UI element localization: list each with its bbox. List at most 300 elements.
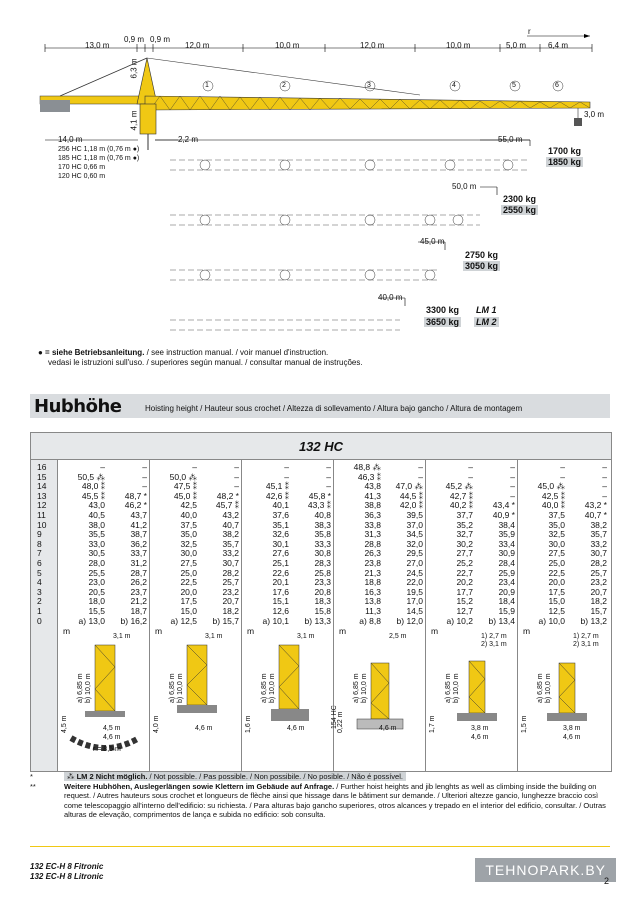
row-label: 12 bbox=[37, 500, 47, 511]
dim-10m-a: 10,0 m bbox=[275, 41, 300, 50]
table-cell: – bbox=[234, 471, 239, 482]
unit-label: m bbox=[247, 626, 255, 636]
table-cell: 16,3 bbox=[364, 586, 381, 597]
table-cell: 42,6 ⁑ bbox=[265, 490, 289, 501]
table-cell: 28,4 bbox=[498, 557, 515, 568]
table-cell: 15,2 bbox=[456, 596, 473, 607]
reach-40: 40,0 m bbox=[378, 293, 403, 302]
table-cell: 38,8 bbox=[364, 500, 381, 511]
counterweight-256: 256 HC 1,18 m (0,76 m ●) bbox=[58, 146, 140, 153]
table-cell: – bbox=[560, 462, 565, 472]
table-cell: – bbox=[100, 462, 105, 472]
table-cell: 22,0 bbox=[406, 577, 423, 588]
base-height-b: b) 10,0 m bbox=[85, 673, 92, 703]
table-cell: 30,7 bbox=[222, 557, 239, 568]
table-cell: 20,1 bbox=[272, 577, 289, 588]
table-cell: 27,7 bbox=[456, 548, 473, 559]
radius-label: r bbox=[528, 27, 531, 36]
base-side-dim: 4,5 m bbox=[61, 715, 68, 733]
jib-section-6: 6 bbox=[555, 82, 559, 89]
table-cell: 43,0 bbox=[88, 500, 105, 511]
table-cell: 29,5 bbox=[406, 548, 423, 559]
table-cell: – bbox=[142, 462, 147, 472]
jib-section-1: 1 bbox=[205, 82, 209, 89]
footer-brand-2: 132 EC-H 8 Litronic bbox=[30, 872, 104, 881]
table-cell: 35,0 bbox=[548, 519, 565, 530]
base-side-dim: 4,0 m bbox=[153, 715, 160, 733]
table-cell: 38,2 bbox=[222, 529, 239, 540]
base-width: 2,5 m bbox=[389, 633, 407, 640]
table-cell: b) 13,4 bbox=[488, 615, 515, 626]
row-label: 11 bbox=[37, 509, 46, 520]
dim-12m-b: 12,0 m bbox=[360, 41, 385, 50]
table-cell: 15,7 bbox=[590, 605, 607, 616]
table-cell: 28,7 bbox=[130, 567, 147, 578]
load-45-lm2: 3050 kg bbox=[465, 261, 499, 271]
table-cell: – bbox=[418, 471, 423, 482]
table-cell: 45,0 ⁂ bbox=[537, 481, 565, 492]
base-width-2: 2) 3,1 m bbox=[573, 641, 599, 648]
table-cell: 22,5 bbox=[180, 577, 197, 588]
row-label: 10 bbox=[37, 519, 47, 530]
base-width: 3,1 m bbox=[113, 633, 131, 640]
table-cell: 20,8 bbox=[314, 586, 331, 597]
table-cell: 47,0 ⁂ bbox=[395, 481, 423, 492]
table-cell: b) 13,2 bbox=[580, 615, 607, 626]
table-cell: 32,6 bbox=[272, 529, 289, 540]
footnote-star: * bbox=[30, 772, 33, 781]
dim-09m-a: 0,9 m bbox=[124, 35, 145, 44]
table-cell: 18,2 bbox=[590, 596, 607, 607]
table-cell: 33,4 bbox=[498, 538, 515, 549]
table-cell: 15,9 bbox=[498, 605, 515, 616]
table-cell: 20,7 bbox=[590, 586, 607, 597]
base-height-b: b) 10,0 m bbox=[361, 673, 368, 703]
table-cell: 45,5 ⁑ bbox=[81, 490, 105, 501]
table-cell: 45,2 ⁂ bbox=[445, 481, 473, 492]
table-cell: 25,8 bbox=[314, 567, 331, 578]
table-cell: 46,2 * bbox=[124, 500, 147, 511]
table-cell: 35,0 bbox=[180, 529, 197, 540]
table-cell: 35,2 bbox=[456, 519, 473, 530]
manual-note-line2: vedasi le istruzioni sull'uso. / superiores según manual. / consultar manual de instruções. bbox=[48, 358, 363, 367]
unit-label: m bbox=[339, 626, 347, 636]
base-side-dim: 1,7 m bbox=[429, 715, 436, 733]
table-cell: 18,7 bbox=[130, 605, 147, 616]
table-cell: 30,0 bbox=[180, 548, 197, 559]
table-cell: 40,7 bbox=[222, 519, 239, 530]
table-cell: 12,5 bbox=[548, 605, 565, 616]
table-cell: 17,7 bbox=[456, 586, 473, 597]
section-subtitle: Hoisting height / Hauteur sous crochet / Altezza di sollevamento / Altura bajo gancho / Altura de montagem bbox=[145, 404, 523, 413]
table-cell: 38,0 bbox=[88, 519, 105, 530]
table-cell: 43,7 bbox=[130, 509, 147, 520]
table-cell: 45,8 * bbox=[308, 490, 331, 501]
base-drawings bbox=[57, 633, 611, 769]
unit-label: m bbox=[155, 626, 163, 636]
table-cell: 18,3 bbox=[314, 596, 331, 607]
table-cell: 25,7 bbox=[590, 567, 607, 578]
base-width: 1) 2,7 m bbox=[573, 633, 599, 640]
base-height-a: a) 6,85 m bbox=[169, 673, 176, 703]
unit-label: m bbox=[63, 626, 71, 636]
table-cell: 35,7 bbox=[590, 529, 607, 540]
dim-3m: 3,0 m bbox=[584, 110, 605, 119]
footnote-dstar: ** bbox=[30, 781, 36, 791]
row-label: 1 bbox=[37, 605, 42, 616]
load-40-lm1: 3300 kg bbox=[426, 305, 460, 315]
table-cell: 43,8 bbox=[364, 481, 381, 492]
table-cell: 46,3 ⁑ bbox=[357, 471, 381, 482]
table-cell: – bbox=[560, 471, 565, 482]
table-cell: 40,0 ⁑ bbox=[541, 500, 565, 511]
table-cell: 35,1 bbox=[272, 519, 289, 530]
table-cell: 23,8 bbox=[364, 557, 381, 568]
table-cell: 48,7 * bbox=[124, 490, 147, 501]
footnotes bbox=[30, 772, 610, 820]
table-cell: 25,1 bbox=[272, 557, 289, 568]
footer-rule bbox=[30, 846, 610, 847]
jib-section-5: 5 bbox=[512, 82, 516, 89]
table-cell: 23,7 bbox=[130, 586, 147, 597]
row-label: 8 bbox=[37, 538, 42, 549]
base-width: 3,1 m bbox=[297, 633, 315, 640]
table-cell: – bbox=[326, 471, 331, 482]
base-height-b: b) 10,0 m bbox=[453, 673, 460, 703]
table-cell: 18,4 bbox=[498, 596, 515, 607]
table-cell: 48,0 ⁑ bbox=[81, 481, 105, 492]
table-cell: – bbox=[510, 462, 515, 472]
table-cell: 11,3 bbox=[365, 605, 381, 616]
table-cell: 33,7 bbox=[130, 548, 147, 559]
dim-14m: 14,0 m bbox=[58, 135, 83, 144]
row-label: 2 bbox=[37, 596, 42, 607]
footnote-further-bold: Weitere Hubhöhen, Auslegerlängen sowie Klettern im Gebäude auf Anfrage. bbox=[64, 781, 335, 791]
table-cell: 13,8 bbox=[364, 596, 381, 607]
table-cell: 17,0 bbox=[406, 596, 423, 607]
table-cell: b) 15,7 bbox=[212, 615, 239, 626]
table-cell: 22,6 bbox=[272, 567, 289, 578]
table-cell: 23,3 bbox=[314, 577, 331, 588]
lm2-label: LM 2 bbox=[476, 317, 497, 327]
table-cell: 28,2 bbox=[222, 567, 239, 578]
table-cell: – bbox=[510, 481, 515, 492]
jib-section-4: 4 bbox=[452, 82, 456, 89]
table-cell: a) 10,1 bbox=[262, 615, 289, 626]
table-cell: 20,5 bbox=[88, 586, 105, 597]
jib-section-3: 3 bbox=[367, 82, 371, 89]
table-cell: 33,2 bbox=[222, 548, 239, 559]
table-cell: 18,0 bbox=[88, 596, 105, 607]
table-cell: b) 16,2 bbox=[120, 615, 147, 626]
table-cell: – bbox=[602, 462, 607, 472]
base-bottom-1: 4,6 m bbox=[287, 725, 305, 732]
table-cell: 12,7 bbox=[456, 605, 473, 616]
load-50-lm2: 2550 kg bbox=[503, 205, 537, 215]
row-label: 4 bbox=[37, 577, 42, 588]
base-height-a: a) 6,85 m bbox=[537, 673, 544, 703]
load-45-lm1: 2750 kg bbox=[465, 250, 499, 260]
table-cell: 42,5 ⁑ bbox=[541, 490, 565, 501]
table-cell: 22,5 bbox=[548, 567, 565, 578]
table-cell: 33,3 bbox=[314, 538, 331, 549]
table-cell: 42,0 ⁑ bbox=[399, 500, 423, 511]
table-cell: 17,5 bbox=[180, 596, 197, 607]
table-cell: 23,0 bbox=[88, 577, 105, 588]
table-cell: 50,5 ⁂ bbox=[77, 471, 105, 482]
base-bottom-1: 4,6 m bbox=[195, 725, 213, 732]
reach-45: 45,0 m bbox=[420, 237, 445, 246]
table-cell: 38,7 bbox=[130, 529, 147, 540]
table-cell: 50,0 ⁂ bbox=[169, 471, 197, 482]
footnote-lm2-bold: LM 2 Nicht möglich. bbox=[76, 772, 148, 781]
base-bottom-2: 4,6 m bbox=[103, 734, 121, 741]
row-label: 14 bbox=[37, 481, 47, 492]
load-50-lm1: 2300 kg bbox=[503, 194, 537, 204]
row-label: 15 bbox=[37, 471, 47, 482]
table-cell: 20,7 bbox=[222, 596, 239, 607]
table-cell: 48,2 * bbox=[216, 490, 239, 501]
table-cell: a) 10,0 bbox=[538, 615, 565, 626]
table-cell: b) 12,0 bbox=[396, 615, 423, 626]
table-cell: 38,2 bbox=[590, 519, 607, 530]
table-cell: 26,2 bbox=[130, 577, 147, 588]
dim-41m: 4,1 m bbox=[129, 110, 139, 131]
base-height-a: a) 6,85 m bbox=[77, 673, 84, 703]
table-cell: – bbox=[602, 481, 607, 492]
page-number: 2 bbox=[604, 876, 610, 886]
load-40-lm2: 3650 kg bbox=[426, 317, 460, 327]
manual-note bbox=[38, 348, 363, 368]
table-cell: 14,5 bbox=[406, 605, 423, 616]
section-title: Hubhöhe bbox=[34, 396, 122, 417]
base-bottom-1: 4,5 m bbox=[103, 725, 121, 732]
row-label: 13 bbox=[37, 490, 47, 501]
table-cell: – bbox=[418, 462, 423, 472]
table-cell: 15,8 bbox=[314, 605, 331, 616]
table-cell: – bbox=[234, 462, 239, 472]
table-cell: 35,7 bbox=[222, 538, 239, 549]
dim-13m: 13,0 m bbox=[85, 41, 110, 50]
table-cell: 37,5 bbox=[548, 509, 565, 520]
table-cell: 15,0 bbox=[180, 605, 197, 616]
table-cell: 25,9 bbox=[498, 567, 515, 578]
base-height-b: b) 10,0 m bbox=[545, 673, 552, 703]
table-cell: 38,3 bbox=[314, 519, 331, 530]
table-cell: 43,2 bbox=[222, 509, 239, 520]
table-cell: 33,8 bbox=[364, 519, 381, 530]
unit-label: m bbox=[523, 626, 531, 636]
footnote-lm2 bbox=[30, 772, 610, 782]
table-cell: 40,8 bbox=[314, 509, 331, 520]
table-cell: 24,5 bbox=[406, 567, 423, 578]
table-cell: – bbox=[284, 462, 289, 472]
height-table bbox=[30, 432, 612, 772]
table-cell: – bbox=[192, 462, 197, 472]
base-height-a: a) 6,85 m bbox=[261, 673, 268, 703]
table-cell: 27,0 bbox=[406, 557, 423, 568]
base-height-a: a) 6,85 m bbox=[353, 673, 360, 703]
table-cell: 40,5 bbox=[88, 509, 105, 520]
base-width-2: 2) 3,1 m bbox=[481, 641, 507, 648]
base-width: 1) 2,7 m bbox=[481, 633, 507, 640]
table-cell: 35,8 bbox=[314, 529, 331, 540]
row-label: 16 bbox=[37, 462, 47, 472]
table-cell: 31,3 bbox=[364, 529, 381, 540]
base-bottom-1: 3,8 m bbox=[563, 725, 581, 732]
table-cell: 23,2 bbox=[590, 577, 607, 588]
table-cell: 26,3 bbox=[364, 548, 381, 559]
table-cell: 32,0 bbox=[406, 538, 423, 549]
table-cell: 30,7 bbox=[590, 548, 607, 559]
counterweight-185: 185 HC 1,18 m (0,76 m ●) bbox=[58, 155, 140, 162]
table-cell: 33,2 bbox=[590, 538, 607, 549]
table-cell: 23,4 bbox=[498, 577, 515, 588]
table-cell: 28,0 bbox=[88, 557, 105, 568]
table-cell: 15,5 bbox=[88, 605, 105, 616]
row-label: 5 bbox=[37, 567, 42, 578]
table-cell: 45,1 ⁑ bbox=[265, 481, 289, 492]
table-cell: 21,2 bbox=[130, 596, 147, 607]
table-cell: 30,9 bbox=[498, 548, 515, 559]
table-cell: 28,8 bbox=[364, 538, 381, 549]
base-side-dim: 1,6 m bbox=[245, 715, 252, 733]
base-extra: 154 HC bbox=[331, 705, 338, 729]
jib-section-2: 2 bbox=[282, 82, 286, 89]
table-cell: 15,1 bbox=[272, 596, 289, 607]
table-cell: – bbox=[142, 481, 147, 492]
table-cell: 43,3 ⁑ bbox=[307, 500, 331, 511]
table-cell: 30,1 bbox=[272, 538, 289, 549]
row-labels bbox=[37, 463, 46, 626]
table-cell: 27,5 bbox=[548, 548, 565, 559]
dim-64m: 6,4 m bbox=[548, 41, 569, 50]
row-label: 3 bbox=[37, 586, 42, 597]
table-cell: 20,0 bbox=[180, 586, 197, 597]
table-cell: 21,3 bbox=[364, 567, 381, 578]
table-cell: 42,5 bbox=[180, 500, 197, 511]
table-cell: – bbox=[142, 471, 147, 482]
table-cell: 20,9 bbox=[498, 586, 515, 597]
table-cell: 18,8 bbox=[364, 577, 381, 588]
base-bottom-2: 4,6 m bbox=[563, 734, 581, 741]
table-cell: 22,7 bbox=[456, 567, 473, 578]
row-label: 7 bbox=[37, 548, 42, 559]
table-cell: b) 13,3 bbox=[304, 615, 331, 626]
footnote-sym: ⁂ bbox=[67, 772, 75, 781]
load-55-lm1: 1700 kg bbox=[548, 146, 582, 156]
base-bottom-1: 4,6 m bbox=[379, 725, 397, 732]
counterweight-170: 170 HC 0,66 m bbox=[58, 164, 106, 171]
table-cell: 39,5 bbox=[406, 509, 423, 520]
base-extra: r = 8,5 m bbox=[93, 746, 121, 753]
table-cell: 43,2 * bbox=[584, 500, 607, 511]
table-cell: – bbox=[326, 462, 331, 472]
table-cell: 27,5 bbox=[180, 557, 197, 568]
dim-09m-b: 0,9 m bbox=[150, 35, 171, 44]
table-cell: a) 13,0 bbox=[78, 615, 105, 626]
table-cell: 45,0 ⁑ bbox=[173, 490, 197, 501]
footer-brand-1: 132 EC-H 8 Fitronic bbox=[30, 862, 104, 871]
table-cell: 36,3 bbox=[364, 509, 381, 520]
table-cell: – bbox=[602, 471, 607, 482]
manual-note-bold: ● = siehe Betriebsanleitung. bbox=[38, 348, 145, 357]
base-bottom-1: 3,8 m bbox=[471, 725, 489, 732]
table-cell: 25,5 bbox=[88, 567, 105, 578]
table-cell: a) 12,5 bbox=[170, 615, 197, 626]
base-height-b: b) 10,0 m bbox=[177, 673, 184, 703]
base-width: 3,1 m bbox=[205, 633, 223, 640]
table-cell: a) 8,8 bbox=[359, 615, 381, 626]
table-cell: 44,5 ⁑ bbox=[399, 490, 423, 501]
load-55-lm2: 1850 kg bbox=[548, 157, 582, 167]
dim-10m-b: 10,0 m bbox=[446, 41, 471, 50]
table-cell: 40,9 * bbox=[492, 509, 515, 520]
table-model: 132 HC bbox=[298, 439, 344, 454]
table-cell: 37,6 bbox=[272, 509, 289, 520]
table-cell: 38,4 bbox=[498, 519, 515, 530]
table-cell: 40,1 bbox=[272, 500, 289, 511]
table-cell: 37,5 bbox=[180, 519, 197, 530]
table-cell: – bbox=[510, 471, 515, 482]
table-cell: 25,0 bbox=[548, 557, 565, 568]
table-cell: 36,2 bbox=[130, 538, 147, 549]
table-cell: 32,7 bbox=[456, 529, 473, 540]
lm1-label: LM 1 bbox=[476, 305, 497, 315]
table-cell: 17,5 bbox=[548, 586, 565, 597]
dim-63m: 6,3 m bbox=[129, 58, 139, 79]
table-cell: 20,2 bbox=[456, 577, 473, 588]
row-label: 0 bbox=[37, 615, 42, 626]
table-cell: 41,2 bbox=[130, 519, 147, 530]
table-cell: – bbox=[602, 490, 607, 501]
table-cell: 25,7 bbox=[222, 577, 239, 588]
dim-22m: 2,2 m bbox=[178, 135, 199, 144]
table-cell: 33,0 bbox=[88, 538, 105, 549]
table-cell: 32,5 bbox=[548, 529, 565, 540]
table-cell: 32,5 bbox=[180, 538, 197, 549]
row-label: 9 bbox=[37, 529, 42, 540]
table-cell: 45,7 ⁑ bbox=[215, 500, 239, 511]
table-cell: 27,6 bbox=[272, 548, 289, 559]
table-cell: 47,5 ⁑ bbox=[173, 481, 197, 492]
base-side-dim: 0,22 m bbox=[337, 711, 344, 733]
table-cell: a) 10,2 bbox=[446, 615, 473, 626]
table-cell: 25,0 bbox=[180, 567, 197, 578]
reach-55: 55,0 m bbox=[498, 135, 523, 144]
base-bottom-2: 4,6 m bbox=[471, 734, 489, 741]
table-cell: 37,7 bbox=[456, 509, 473, 520]
table-cell: – bbox=[468, 471, 473, 482]
table-cell: 15,0 bbox=[548, 596, 565, 607]
table-cell: 20,0 bbox=[548, 577, 565, 588]
table-cell: 25,2 bbox=[456, 557, 473, 568]
base-side-dim: 1,5 m bbox=[521, 715, 528, 733]
table-cell: 30,0 bbox=[548, 538, 565, 549]
table-cell: 37,0 bbox=[406, 519, 423, 530]
table-cell: 34,5 bbox=[406, 529, 423, 540]
table-cell: – bbox=[468, 462, 473, 472]
table-cell: 43,4 * bbox=[492, 500, 515, 511]
table-cell: 30,5 bbox=[88, 548, 105, 559]
table-cell: 31,2 bbox=[130, 557, 147, 568]
reach-50: 50,0 m bbox=[452, 182, 477, 191]
table-cell: 19,5 bbox=[406, 586, 423, 597]
table-cell: 40,0 bbox=[180, 509, 197, 520]
table-cell: – bbox=[326, 481, 331, 492]
table-cell: 17,6 bbox=[272, 586, 289, 597]
dim-5m: 5,0 m bbox=[506, 41, 527, 50]
